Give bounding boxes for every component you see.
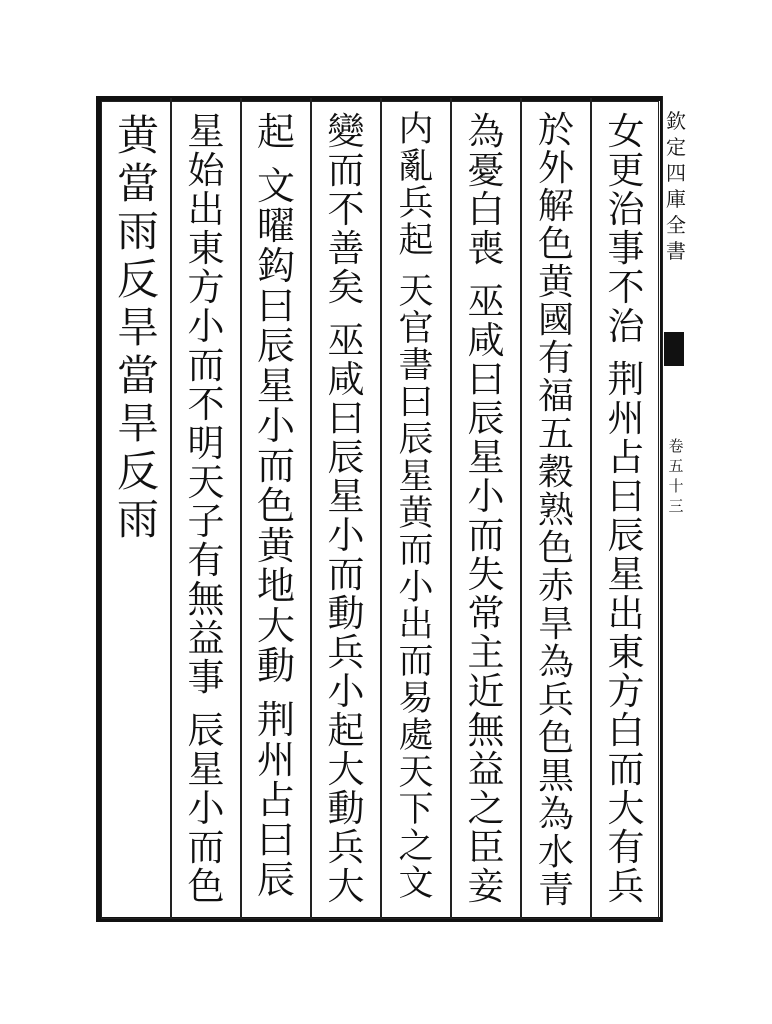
column-rule: [240, 98, 242, 918]
text-char: 巫: [467, 280, 505, 323]
text-char: 星: [327, 475, 365, 518]
text-char: 近: [467, 670, 505, 713]
text-char: 而: [398, 531, 434, 571]
text-char: 白: [467, 188, 505, 231]
text-char: 解: [537, 186, 574, 227]
text-char: 為: [537, 642, 574, 683]
text-char: 曰: [467, 358, 505, 401]
column-rule: [310, 98, 312, 918]
text-char: 東: [187, 227, 225, 270]
text-char: 動: [327, 592, 365, 635]
text-char: 治: [607, 188, 645, 231]
text-char: 易: [398, 679, 434, 719]
text-char: 旱: [537, 604, 574, 645]
text-char: 水: [537, 832, 574, 873]
text-char: 善: [327, 227, 365, 270]
text-column: [458, 112, 514, 912]
text-char: 白: [607, 709, 645, 752]
text-column: [178, 112, 234, 912]
text-char: 矣: [327, 266, 365, 309]
text-char: 色: [187, 865, 225, 908]
margin-char: 定: [666, 135, 686, 159]
text-char: 亂: [398, 147, 434, 187]
text-char: 國: [537, 300, 574, 341]
text-char: 赤: [537, 566, 574, 607]
text-char: 而: [187, 344, 225, 387]
text-char: 喪: [467, 227, 505, 270]
text-char: 於: [537, 110, 574, 151]
text-char: 旱: [116, 399, 159, 448]
column-rule: [590, 98, 592, 918]
text-char: 曰: [327, 397, 365, 440]
text-char: 星: [187, 748, 225, 791]
text-char: 無: [187, 578, 225, 621]
text-char: 反: [116, 447, 159, 496]
text-char: 動: [256, 644, 295, 688]
text-char: 天: [398, 272, 434, 312]
text-char: 下: [398, 790, 434, 830]
text-char: 有: [187, 539, 225, 582]
text-char: 州: [256, 738, 295, 782]
text-char: 天: [187, 461, 225, 504]
text-char: 辰: [256, 858, 295, 902]
text-char: 黄: [398, 494, 434, 534]
text-char: 兵: [607, 865, 645, 908]
text-char: 女: [607, 110, 645, 153]
text-char: 書: [398, 346, 434, 386]
text-char: 鈎: [256, 244, 295, 288]
text-char: 出: [187, 188, 225, 231]
margin-char: 三: [668, 497, 684, 515]
text-char: 變: [327, 110, 365, 153]
text-char: 福: [537, 376, 574, 417]
margin-char: 五: [668, 457, 684, 475]
text-char: 天: [398, 753, 434, 793]
text-char: 辰: [327, 436, 365, 479]
text-column: [248, 112, 304, 912]
text-char: 色: [256, 484, 295, 528]
text-char: 兵: [537, 680, 574, 721]
text-char: 更: [607, 149, 645, 192]
text-char: 為: [467, 110, 505, 153]
text-char: 文: [398, 864, 434, 904]
text-column: [318, 112, 374, 912]
text-char: 而: [607, 748, 645, 791]
text-char: 占: [256, 778, 295, 822]
text-char: 荆: [607, 358, 645, 401]
text-char: 曰: [256, 818, 295, 862]
margin-volume-number: [664, 436, 688, 516]
text-char: 大: [607, 787, 645, 830]
text-char: 子: [187, 500, 225, 543]
column-rule: [380, 98, 382, 918]
text-char: 熟: [537, 490, 574, 531]
text-char: 穀: [537, 452, 574, 493]
text-char: 内: [398, 110, 434, 150]
text-char: 星: [256, 364, 295, 408]
text-char: 星: [398, 457, 434, 497]
text-char: 色: [537, 224, 574, 265]
margin-char: 全: [666, 213, 686, 237]
text-char: 而: [327, 149, 365, 192]
text-char: 占: [607, 436, 645, 479]
text-char: 荆: [256, 698, 295, 742]
text-char: 起: [256, 110, 295, 154]
text-char: 色: [537, 718, 574, 759]
text-char: 方: [607, 670, 645, 713]
margin-book-title: [664, 108, 688, 264]
text-char: 小: [187, 787, 225, 830]
text-char: 主: [467, 631, 505, 674]
margin-char: 卷: [668, 437, 684, 455]
text-char: 事: [607, 227, 645, 270]
text-char: 旱: [116, 303, 159, 352]
text-char: 有: [607, 826, 645, 869]
text-char: 小: [187, 305, 225, 348]
margin-char: 四: [666, 161, 686, 185]
text-char: 反: [116, 255, 159, 304]
text-char: 小: [327, 514, 365, 557]
text-char: 無: [467, 709, 505, 752]
text-column: [110, 112, 166, 912]
text-char: 曰: [607, 475, 645, 518]
text-char: 曰: [256, 284, 295, 328]
text-char: 咸: [327, 358, 365, 401]
text-char: 當: [116, 351, 159, 400]
text-char: 不: [187, 383, 225, 426]
text-char: 辰: [187, 709, 225, 752]
text-char: 辰: [398, 420, 434, 460]
text-char: 星: [607, 553, 645, 596]
text-char: 小: [467, 475, 505, 518]
text-char: 失: [467, 553, 505, 596]
text-char: 曰: [398, 383, 434, 423]
text-char: 方: [187, 266, 225, 309]
text-char: 色: [537, 528, 574, 569]
margin-char: 書: [666, 239, 686, 263]
text-char: 黒: [537, 756, 574, 797]
text-column: [598, 112, 654, 912]
text-char: 星: [187, 110, 225, 153]
text-char: 憂: [467, 149, 505, 192]
text-char: 事: [187, 656, 225, 699]
text-char: 小: [327, 670, 365, 713]
text-char: 外: [537, 148, 574, 189]
text-char: 而: [398, 642, 434, 682]
text-char: 而: [187, 826, 225, 869]
fish-tail-mark: [664, 332, 684, 366]
text-char: 出: [398, 605, 434, 645]
text-char: 東: [607, 631, 645, 674]
text-char: 兵: [327, 631, 365, 674]
text-char: 雨: [116, 495, 159, 544]
text-char: 小: [398, 568, 434, 608]
text-char: 小: [256, 404, 295, 448]
text-char: 始: [187, 149, 225, 192]
text-char: 大: [327, 865, 365, 908]
margin-char: 欽: [666, 109, 686, 133]
text-char: 咸: [467, 319, 505, 362]
text-char: 辰: [256, 324, 295, 368]
text-char: 不: [327, 188, 365, 231]
text-char: 黄: [537, 262, 574, 303]
text-char: 有: [537, 338, 574, 379]
text-char: 當: [116, 159, 159, 208]
text-char: 曜: [256, 204, 295, 248]
text-char: 明: [187, 422, 225, 465]
text-char: 之: [467, 787, 505, 830]
text-char: 臣: [467, 826, 505, 869]
text-char: 兵: [327, 826, 365, 869]
text-column: [528, 112, 584, 912]
text-char: 為: [537, 794, 574, 835]
text-char: 大: [256, 604, 295, 648]
text-char: 大: [327, 748, 365, 791]
text-char: 起: [327, 709, 365, 752]
column-rule: [520, 98, 522, 918]
text-char: 之: [398, 827, 434, 867]
text-column: [388, 112, 444, 912]
margin-char: 十: [668, 477, 684, 495]
column-rule: [450, 98, 452, 918]
text-char: 黄: [116, 111, 159, 160]
text-char: 巫: [327, 319, 365, 362]
text-char: 黄: [256, 524, 295, 568]
text-char: 而: [256, 444, 295, 488]
text-char: 星: [467, 436, 505, 479]
text-char: 文: [256, 164, 295, 208]
text-char: 起: [398, 221, 434, 261]
text-char: 常: [467, 592, 505, 635]
text-char: 動: [327, 787, 365, 830]
text-char: 不: [607, 266, 645, 309]
text-char: 州: [607, 397, 645, 440]
text-char: 辰: [467, 397, 505, 440]
text-char: 處: [398, 716, 434, 756]
text-char: 而: [467, 514, 505, 557]
text-char: 青: [537, 870, 574, 911]
text-char: 益: [467, 748, 505, 791]
text-char: 兵: [398, 184, 434, 224]
text-char: 雨: [116, 207, 159, 256]
text-char: 妾: [467, 865, 505, 908]
text-char: 官: [398, 309, 434, 349]
column-rule: [170, 98, 172, 918]
text-char: 辰: [607, 514, 645, 557]
text-char: 出: [607, 592, 645, 635]
text-char: 治: [607, 305, 645, 348]
text-char: 五: [537, 414, 574, 455]
margin-char: 庫: [666, 187, 686, 211]
text-char: 益: [187, 617, 225, 660]
text-char: 地: [256, 564, 295, 608]
text-char: 而: [327, 553, 365, 596]
